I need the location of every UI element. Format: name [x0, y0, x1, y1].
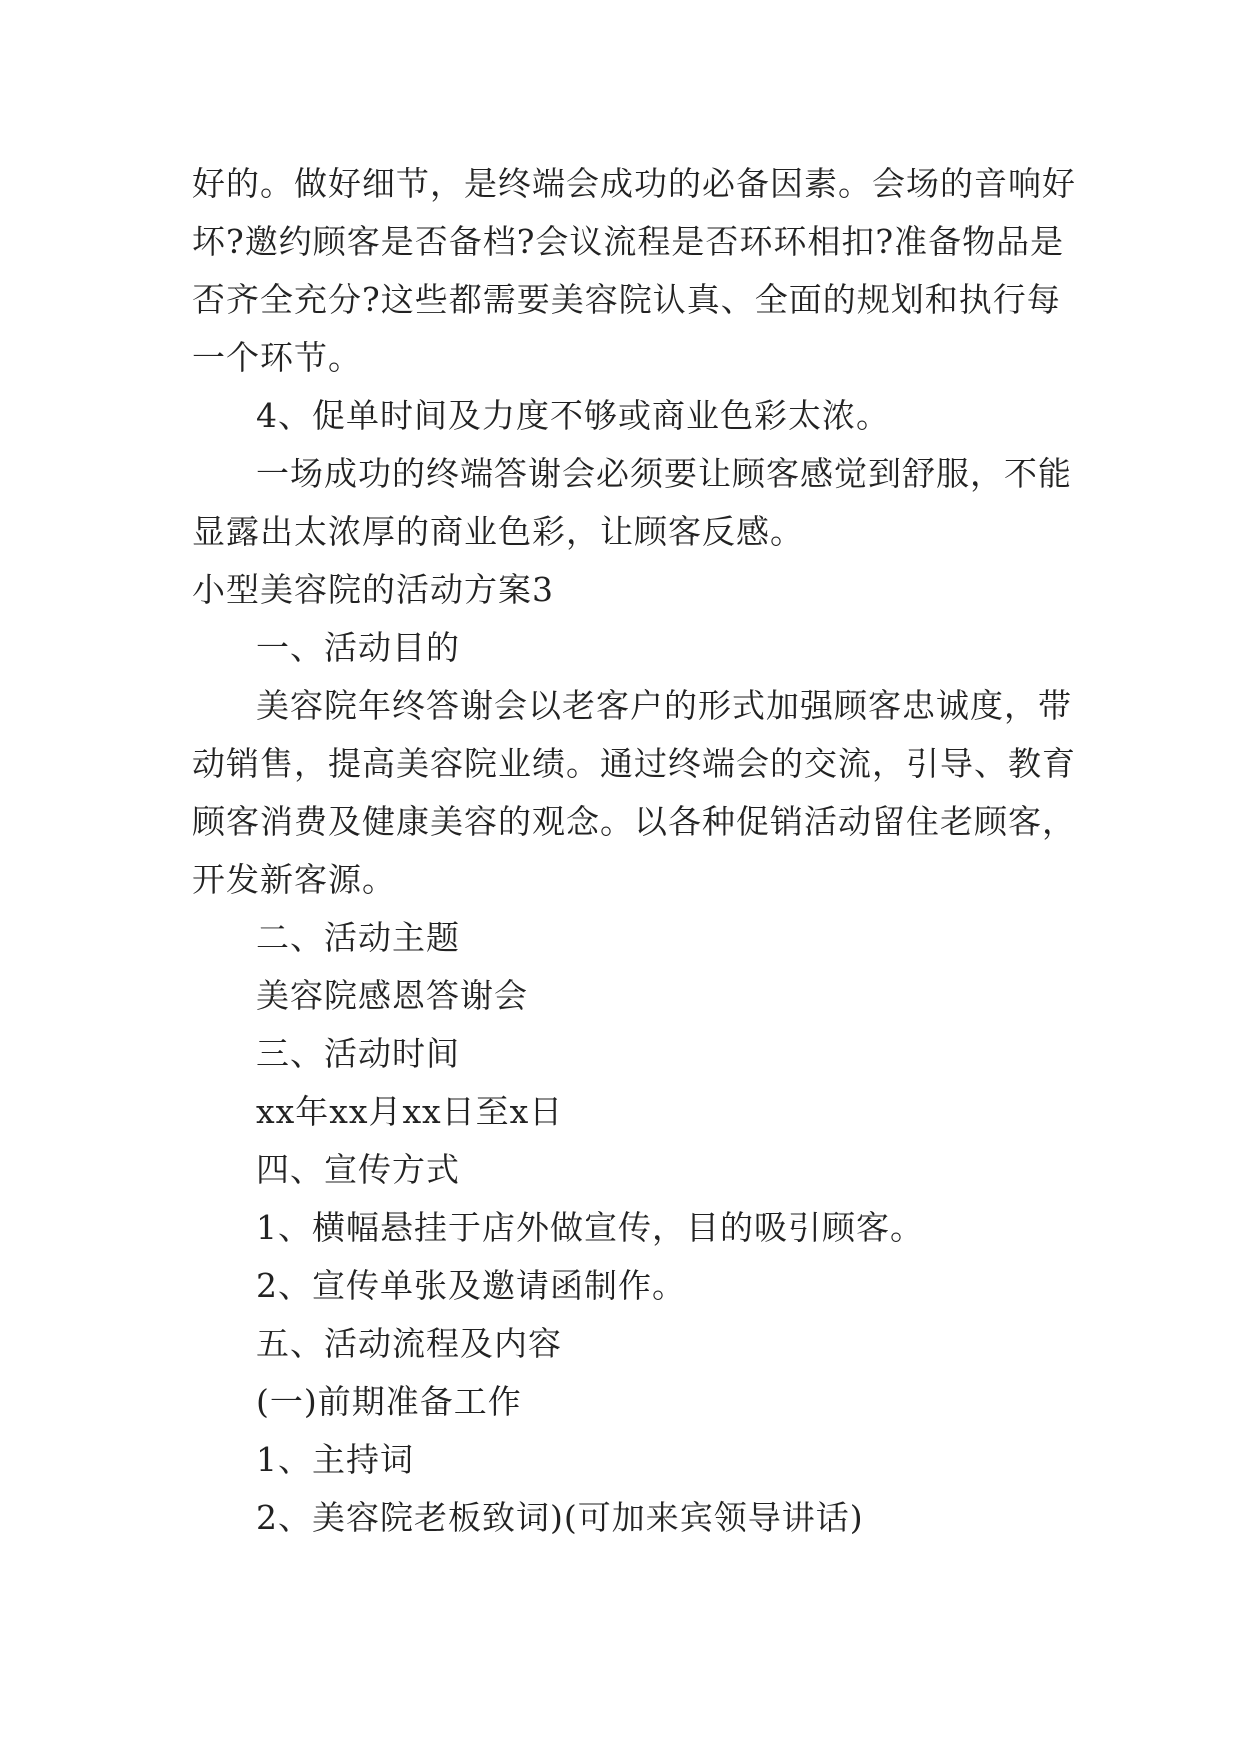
document-body — [192, 155, 1076, 1547]
text-line-10: 美容院年终答谢会以老客户的形式加强顾客忠诚度，带 — [256, 686, 1072, 725]
subheading-preparation: (一)前期准备工作 — [256, 1382, 522, 1421]
text-line-13: 开发新客源。 — [192, 860, 396, 899]
section-title: 小型美容院的活动方案3 — [192, 570, 554, 609]
text-line-24: 2、美容院老板致词)(可加来宾领导讲话) — [256, 1498, 864, 1537]
text-line-2: 坏?邀约顾客是否备档?会议流程是否环环相扣?准备物品是 — [192, 222, 1065, 261]
text-line-3: 否齐全充分?这些都需要美容院认真、全面的规划和执行每 — [192, 280, 1061, 319]
heading-activity-process: 五、活动流程及内容 — [256, 1324, 562, 1363]
text-line-1: 好的。做好细节，是终端会成功的必备因素。会场的音响好 — [192, 164, 1076, 203]
text-line-4: 一个环节。 — [192, 338, 362, 377]
text-line-7: 显露出太浓厚的商业色彩，让顾客反感。 — [192, 512, 804, 551]
text-line-11: 动销售，提高美容院业绩。通过终端会的交流，引导、教育 — [192, 744, 1076, 783]
heading-activity-time: 三、活动时间 — [256, 1034, 460, 1073]
text-line-23: 1、主持词 — [256, 1440, 414, 1479]
text-line-5: 4、促单时间及力度不够或商业色彩太浓。 — [256, 396, 890, 435]
heading-activity-theme: 二、活动主题 — [256, 918, 460, 957]
heading-activity-purpose: 一、活动目的 — [256, 628, 460, 667]
text-line-6: 一场成功的终端答谢会必须要让顾客感觉到舒服，不能 — [256, 454, 1072, 493]
text-line-20: 2、宣传单张及邀请函制作。 — [256, 1266, 686, 1305]
text-line-15: 美容院感恩答谢会 — [256, 976, 528, 1015]
text-line-19: 1、横幅悬挂于店外做宣传，目的吸引顾客。 — [256, 1208, 924, 1247]
heading-promotion-method: 四、宣传方式 — [256, 1150, 460, 1189]
text-line-12: 顾客消费及健康美容的观念。以各种促销活动留住老顾客， — [192, 802, 1076, 841]
text-line-17: xx年xx月xx日至x日 — [256, 1092, 564, 1131]
